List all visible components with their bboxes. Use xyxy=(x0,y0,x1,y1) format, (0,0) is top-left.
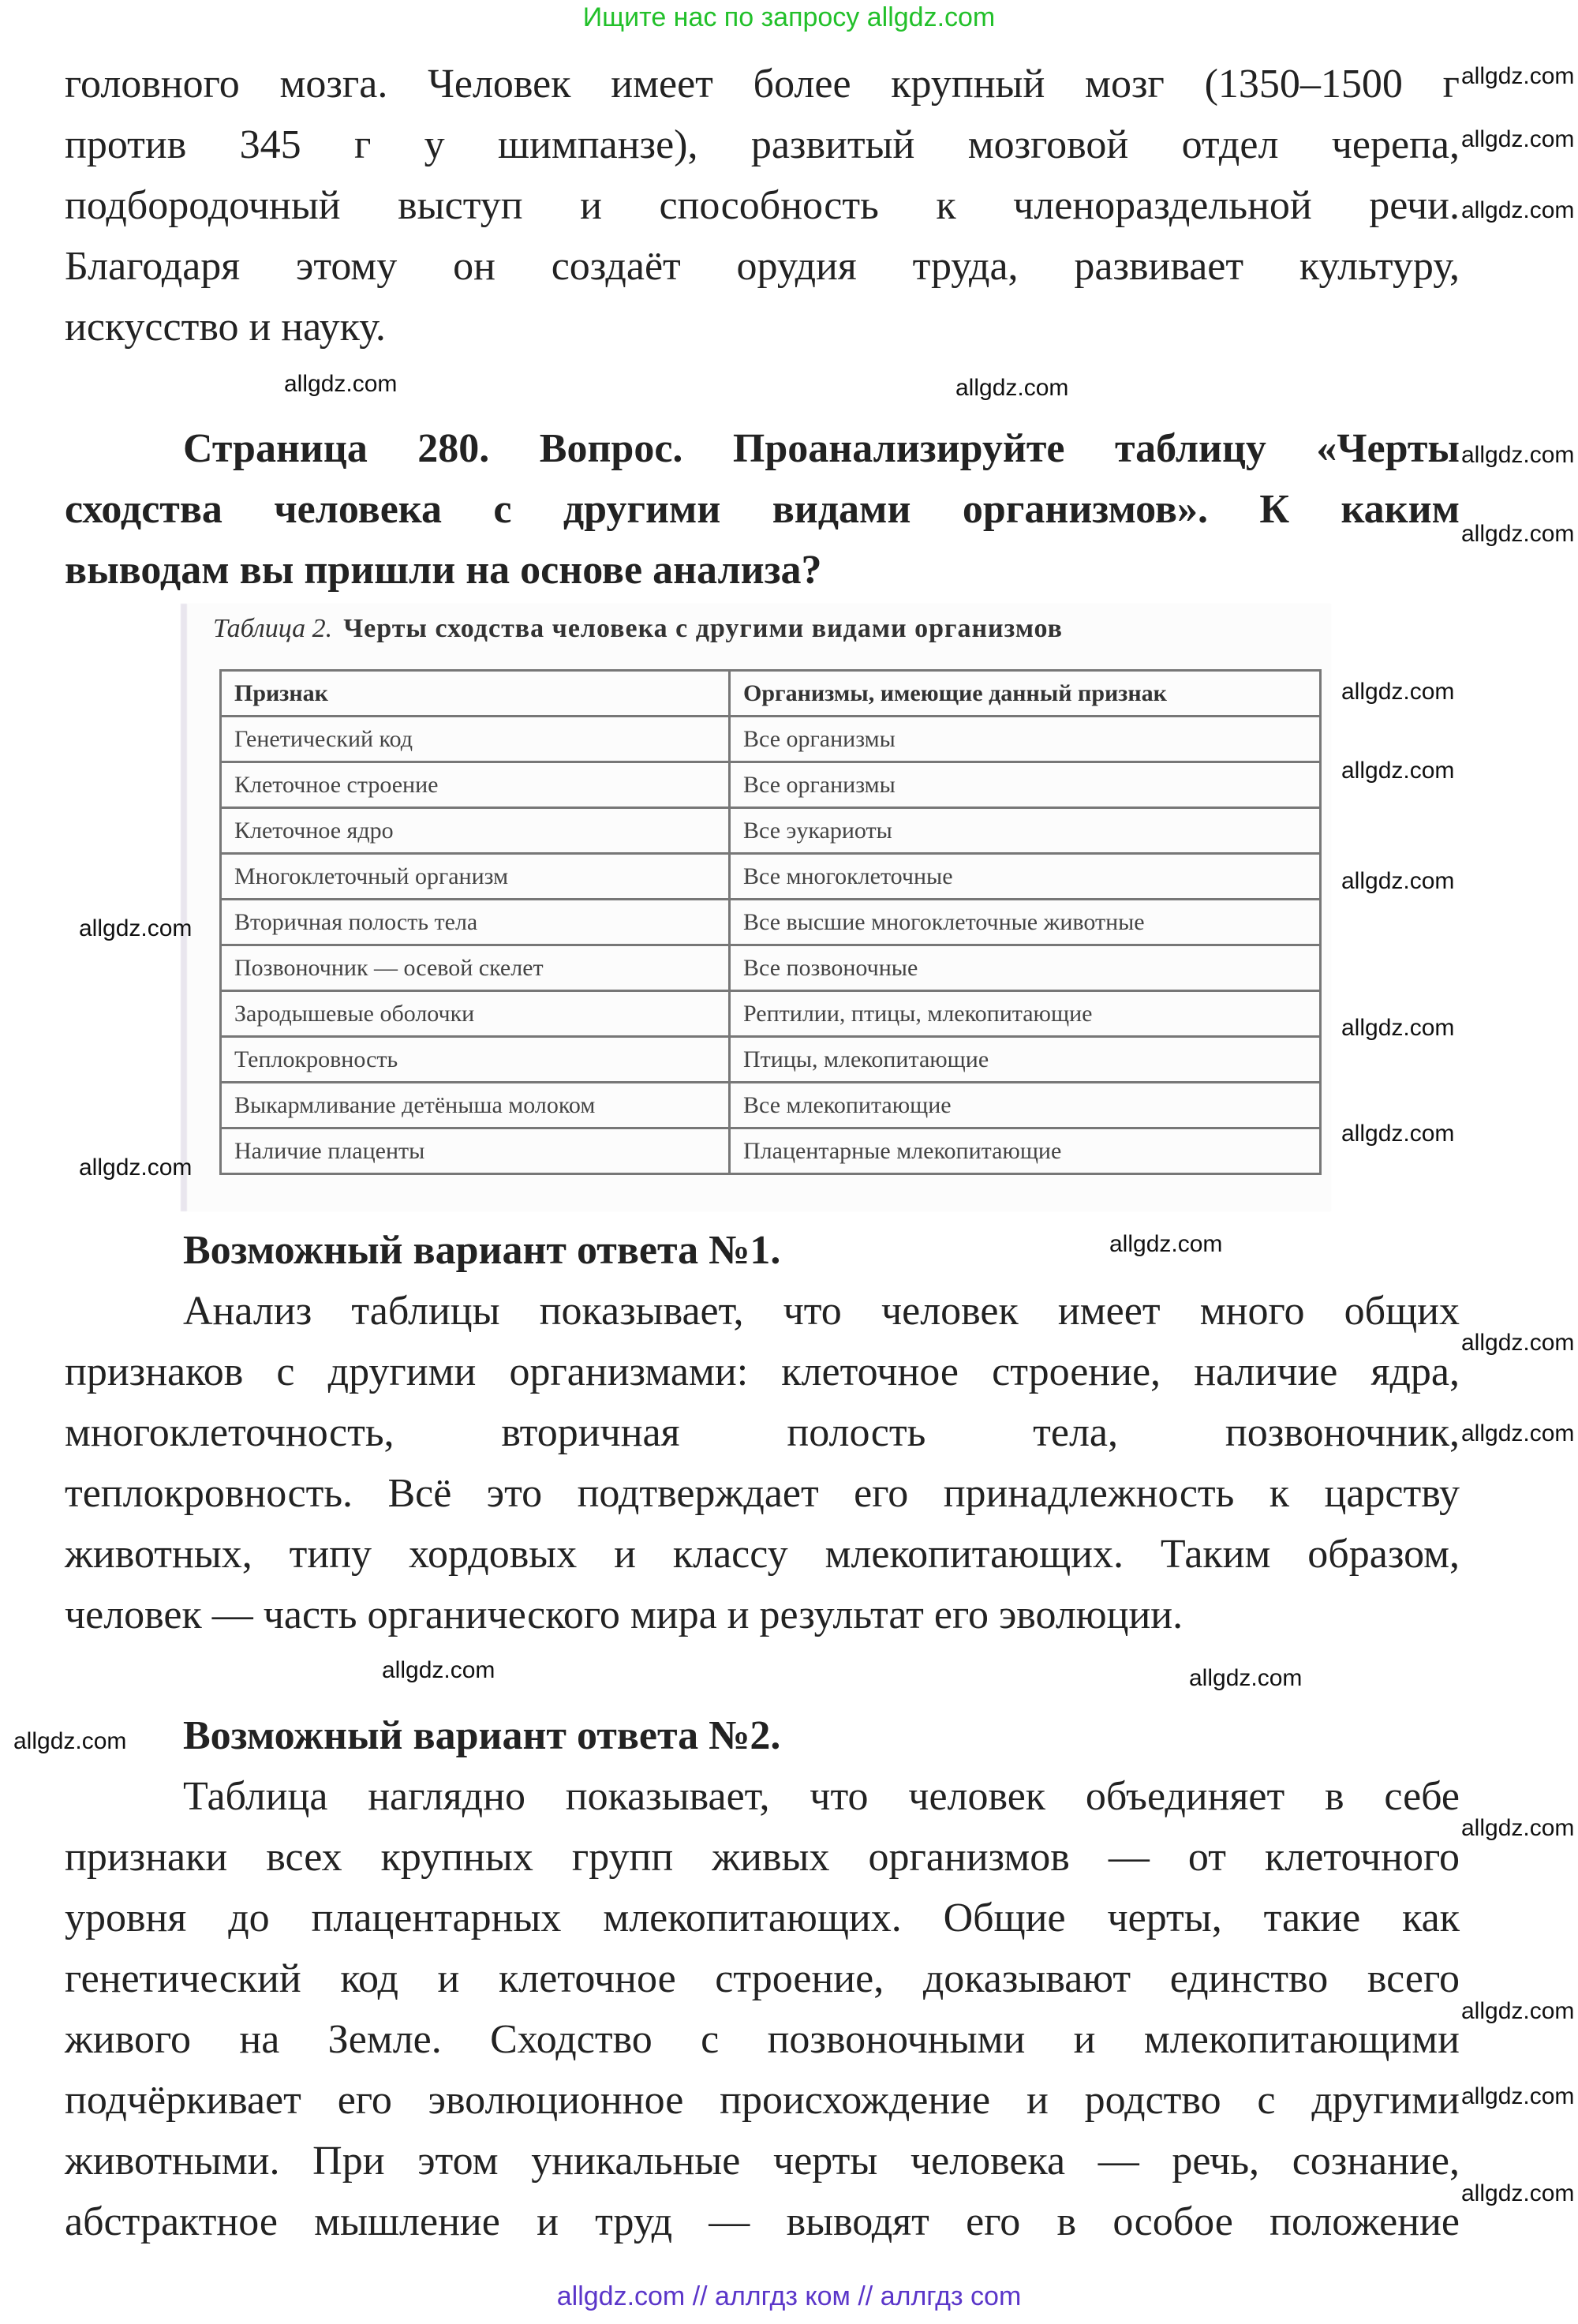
table-cell: Все организмы xyxy=(730,717,1321,762)
table-cell: Признак xyxy=(221,671,730,717)
table-row xyxy=(221,1083,1321,1128)
watermark: allgdz.com xyxy=(79,915,193,941)
footer-links[interactable]: allgdz.com // аллгдз ком // аллгдз com xyxy=(556,2281,1022,2311)
table-cell: Теплокровность xyxy=(221,1037,730,1083)
text-line: признаков с другими организмами: клеточное строение, наличие ядра, xyxy=(65,1349,1460,1394)
watermark: allgdz.com xyxy=(13,1728,127,1754)
table-row xyxy=(221,991,1321,1037)
table-cell: Клеточное строение xyxy=(221,762,730,808)
text-line: теплокровность. Всё это подтверждает его принадлежность к царству xyxy=(65,1471,1460,1516)
watermark: allgdz.com xyxy=(1461,1420,1575,1446)
watermark: allgdz.com xyxy=(382,1657,495,1683)
watermark: allgdz.com xyxy=(1461,1998,1575,2024)
table-cell: Позвоночник — осевой скелет xyxy=(221,945,730,991)
table-cell: Вторичная полость тела xyxy=(221,900,730,945)
watermark: allgdz.com xyxy=(1461,63,1575,89)
question-heading xyxy=(65,418,1460,601)
table-cell: Генетический код xyxy=(221,717,730,762)
table-cell: Плацентарные млекопитающие xyxy=(730,1128,1321,1174)
text-line: Таблица наглядно показывает, что человек объединяет в себе xyxy=(183,1774,1460,1819)
table-cell: Все эукариоты xyxy=(730,808,1321,854)
table-cell: Зародышевые оболочки xyxy=(221,991,730,1037)
text-line: уровня до плацентарных млекопитающих. Общие черты, такие как xyxy=(65,1896,1460,1940)
text-line: подбородочный выступ и способность к членораздельной речи. xyxy=(65,183,1460,228)
text-line: многоклеточность, вторичная полость тела, позвоночник, xyxy=(65,1410,1460,1455)
text-line: головного мозга. Человек имеет более крупный мозг (1350–1500 г xyxy=(65,62,1460,107)
table-row xyxy=(221,1037,1321,1083)
watermark: allgdz.com xyxy=(1461,2180,1575,2206)
table-row xyxy=(221,854,1321,900)
table-cell: Многоклеточный организм xyxy=(221,854,730,900)
watermark: allgdz.com xyxy=(1341,868,1455,894)
watermark: allgdz.com xyxy=(1341,1121,1455,1147)
intro-paragraph xyxy=(65,54,1460,357)
watermark: allgdz.com xyxy=(1461,442,1575,468)
table-caption-title: Черты сходства человека с другими видами организмов xyxy=(343,614,1064,643)
table-cell: Все млекопитающие xyxy=(730,1083,1321,1128)
answer2-title: Возможный вариант ответа №2. xyxy=(183,1713,781,1758)
watermark: allgdz.com xyxy=(1461,126,1575,152)
table-cell: Выкармливание детёныша молоком xyxy=(221,1083,730,1128)
text-line: выводам вы пришли на основе анализа? xyxy=(65,548,822,593)
watermark: allgdz.com xyxy=(1461,1815,1575,1841)
table-cell: Все организмы xyxy=(730,762,1321,808)
watermark: allgdz.com xyxy=(955,375,1069,401)
table-cell: Все высшие многоклеточные животные xyxy=(730,900,1321,945)
table-caption-number: Таблица 2. xyxy=(213,614,333,643)
table-row xyxy=(221,717,1321,762)
text-line: животными. При этом уникальные черты человека — речь, сознание, xyxy=(65,2139,1460,2184)
watermark: allgdz.com xyxy=(1461,2083,1575,2109)
table-row xyxy=(221,945,1321,991)
watermark: allgdz.com xyxy=(79,1155,193,1181)
table-body xyxy=(221,671,1321,1174)
text-line: против 345 г у шимпанзе), развитый мозговой отдел черепа, xyxy=(65,122,1460,167)
text-line: сходства человека с другими видами организмов». К каким xyxy=(65,487,1460,532)
table-row xyxy=(221,1128,1321,1174)
text-line: животных, типу хордовых и классу млекопитающих. Таким образом, xyxy=(65,1532,1460,1577)
text-line: генетический код и клеточное строение, доказывают единство всего xyxy=(65,1956,1460,2001)
text-line: Анализ таблицы показывает, что человек имеет много общих xyxy=(183,1289,1460,1334)
text-line: искусство и науку. xyxy=(65,305,386,350)
answer1-title: Возможный вариант ответа №1. xyxy=(183,1228,781,1273)
table-cell: Все позвоночные xyxy=(730,945,1321,991)
table-cell: Наличие плаценты xyxy=(221,1128,730,1174)
text-line: живого на Земле. Сходство с позвоночными и млекопитающими xyxy=(65,2017,1460,2062)
answer1-paragraph xyxy=(65,1281,1460,1645)
watermark: allgdz.com xyxy=(1341,758,1455,784)
table-cell: Рептилии, птицы, млекопитающие xyxy=(730,991,1321,1037)
watermark: allgdz.com xyxy=(1109,1231,1223,1257)
watermark: allgdz.com xyxy=(1341,679,1455,705)
table-row xyxy=(221,900,1321,945)
text-line: человек — часть органического мира и результат его эволюции. xyxy=(65,1592,1184,1637)
table-cell: Организмы, имеющие данный признак xyxy=(730,671,1321,717)
table-cell: Птицы, млекопитающие xyxy=(730,1037,1321,1083)
text-line: признаки всех крупных групп живых организмов — от клеточного xyxy=(65,1835,1460,1880)
text-line: Благодаря этому он создаёт орудия труда, развивает культуру, xyxy=(65,244,1460,289)
watermark: allgdz.com xyxy=(1189,1665,1303,1691)
similarity-table xyxy=(219,669,1322,1175)
table-row xyxy=(221,808,1321,854)
table-cell: Все многоклеточные xyxy=(730,854,1321,900)
watermark: allgdz.com xyxy=(1461,1330,1575,1356)
table-caption xyxy=(213,614,1063,644)
table-header-row xyxy=(221,671,1321,717)
text-line: абстрактное мышление и труд — выводят его в особое положение xyxy=(65,2199,1460,2244)
table-row xyxy=(221,762,1321,808)
watermark: allgdz.com xyxy=(1461,197,1575,223)
search-banner[interactable]: Ищите нас по запросу allgdz.com xyxy=(582,2,996,32)
watermark: allgdz.com xyxy=(1341,1015,1455,1041)
watermark: allgdz.com xyxy=(1461,521,1575,547)
watermark: allgdz.com xyxy=(284,371,398,397)
text-line: Страница 280. Вопрос. Проанализируйте таблицу «Черты xyxy=(183,426,1460,471)
answer2-paragraph xyxy=(65,1766,1460,2252)
text-line: подчёркивает его эволюционное происхождение и родство с другими xyxy=(65,2078,1460,2123)
table-cell: Клеточное ядро xyxy=(221,808,730,854)
